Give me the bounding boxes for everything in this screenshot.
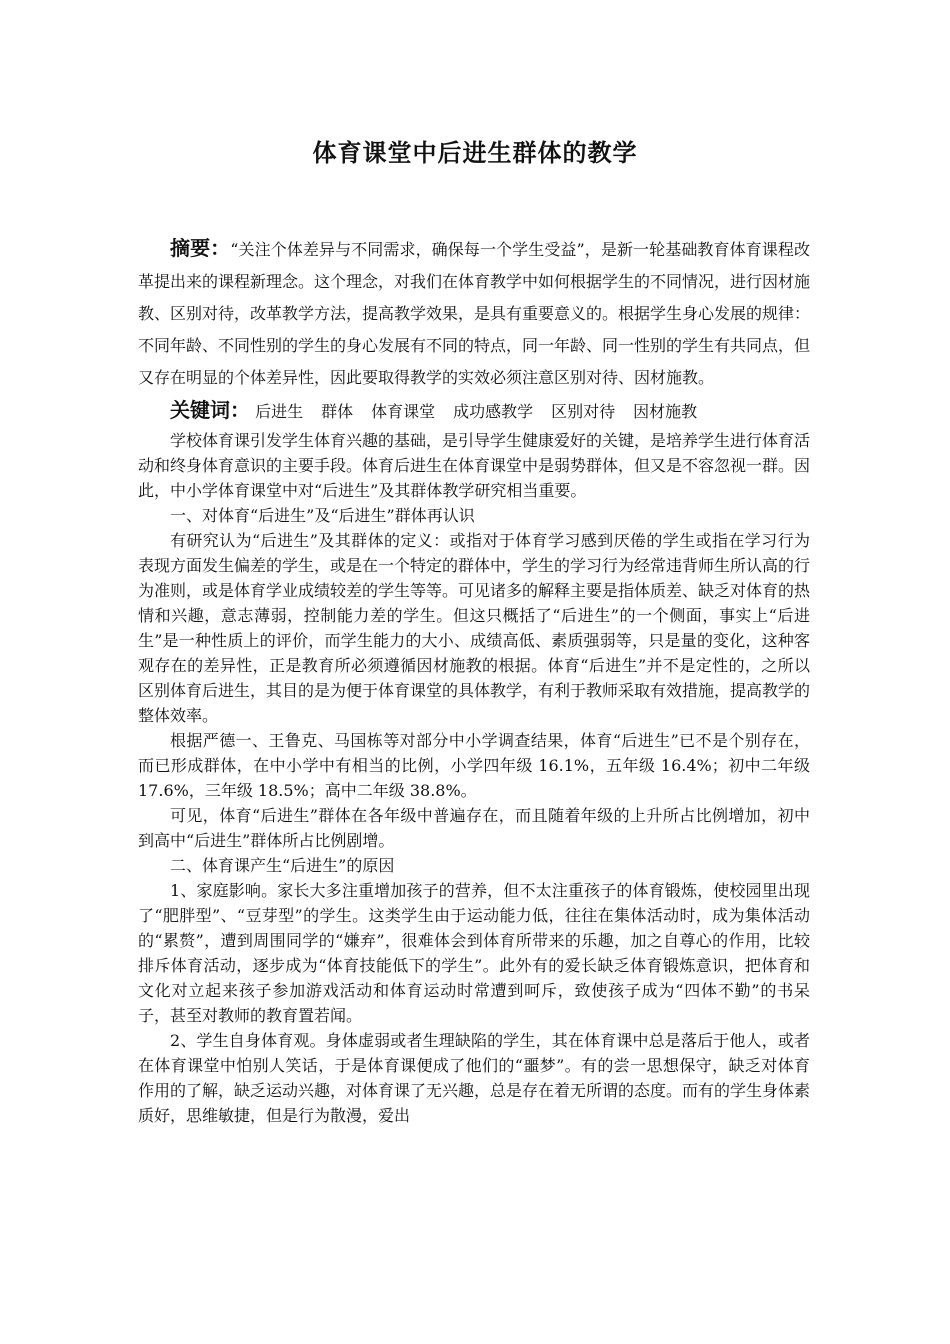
paragraph: 可见，体育“后进生”群体在各年级中普遍存在，而且随着年级的上升所占比例增加，初中到高中“后进生”群体所占比例剧增。 bbox=[138, 806, 810, 850]
keyword: 群体 bbox=[321, 402, 354, 421]
keywords-label: 关键词： bbox=[170, 398, 250, 422]
paragraph: 1、家庭影响。家长大多注重增加孩子的营养，但不太注重孩子的体育锻炼，使校园里出现了“肥胖型”、“豆芽型”的学生。这类学生由于运动能力低，往往在集体活动时，成为集体活动的“累赘”，遭到周围同学的“嫌弃”，很难体会到体育所带来的乐趣，加之自尊心的作用，比较排斥体育活动，逐步成为“体育技能低下的学生”。此外有的爱长缺乏体育锻炼意识，把体育和文化对立起来孩子参加游戏活动和体育运动时常遭到呵斥，致使孩子成为“四体不勤”的书呆子，甚至对教师的教育置若闻。 bbox=[138, 881, 810, 1025]
keyword: 因材施教 bbox=[633, 402, 698, 421]
document-body bbox=[138, 232, 810, 1128]
abstract-text: “关注个体差异与不同需求，确保每一个学生受益”，是新一轮基础教育体育课程改革提出来的课程新理念。这个理念，对我们在体育教学中如何根据学生的不同情况，进行因材施教、区别对待，改革教学方法，提高教学效果，是具有重要意义的。根据学生身心发展的规律：不同年龄、不同性别的学生的身心发展有不同的特点，同一年龄、同一性别的学生有共同点，但又存在明显的个体差异性，因此要取得教学的实效必须注意区别对待、因材施教。 bbox=[138, 240, 811, 387]
keyword: 后进生 bbox=[255, 402, 304, 421]
section-heading: 一、对体育“后进生”及“后进生”群体再认识 bbox=[170, 506, 475, 525]
keyword: 体育课堂 bbox=[371, 402, 436, 421]
section-heading: 二、体育课产生“后进生”的原因 bbox=[170, 856, 395, 875]
keyword: 区别对待 bbox=[551, 402, 616, 421]
abstract-label: 摘要： bbox=[170, 236, 231, 260]
abstract bbox=[138, 232, 810, 394]
keywords bbox=[138, 394, 810, 428]
document-title: 体育课堂中后进生群体的教学 bbox=[312, 139, 638, 167]
paragraph: 2、学生自身体育观。身体虚弱或者生理缺陷的学生，其在体育课中总是落后于他人，或者在体育课堂中怕别人笑话，于是体育课便成了他们的“噩梦”。有的尝一思想保守，缺乏对体育作用的了解，缺乏运动兴趣，对体育课了无兴趣，总是存在着无所谓的态度。而有的学生身体素质好，思维敏捷，但是行为散漫，爱出 bbox=[138, 1031, 811, 1125]
keyword: 成功感教学 bbox=[453, 402, 534, 421]
paragraph: 有研究认为“后进生”及其群体的定义：或指对于体育学习感到厌倦的学生或指在学习行为表现方面发生偏差的学生，或是在一个特定的群体中，学生的学习行为经常违背师生所认高的行为准则，或是体育学业成绩较差的学生等等。可见诸多的解释主要是指体质差、缺乏对体育的热情和兴趣，意志薄弱，控制能力差的学生。但这只概括了“后进生”的一个侧面，事实上“后进生”是一种性质上的评价，而学生能力的大小、成绩高低、素质强弱等，只是量的变化，这种客观存在的差异性，正是教育所必须遵循因材施教的根据。体育“后进生”并不是定性的，之所以区别体育后进生，其目的是为便于体育课堂的具体教学，有利于教师采取有效措施，提高教学的整体效率。 bbox=[138, 531, 811, 725]
paragraph: 根据严德一、王鲁克、马国栋等对部分中小学调查结果，体育“后进生”已不是个别存在，而已形成群体，在中小学中有相当的比例，小学四年级 16.1%，五年级 16.4%；初中二年级 17.6%，三年级 18.5%；高中二年级 38.8%。 bbox=[138, 731, 810, 800]
paragraph: 学校体育课引发学生体育兴趣的基础，是引导学生健康爱好的关键，是培养学生进行体育活动和终身体育意识的主要手段。体育后进生在体育课堂中是弱势群体，但又是不容忽视一群。因此，中小学体育课堂中对“后进生”及其群体教学研究相当重要。 bbox=[138, 431, 811, 500]
